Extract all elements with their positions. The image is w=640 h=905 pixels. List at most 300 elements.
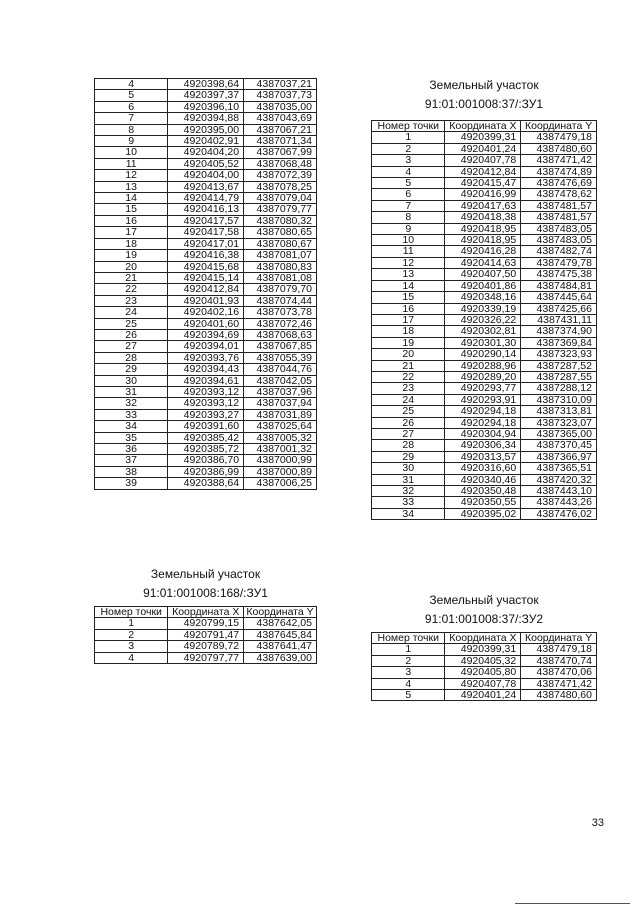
coordinate-y-cell: 4387475,38 (521, 269, 597, 280)
table-row (372, 200, 597, 211)
table-row (372, 132, 597, 143)
coordinate-x-cell: 4920388,64 (168, 478, 244, 489)
point-number-cell: 21 (95, 272, 168, 283)
point-number-cell: 2 (372, 143, 445, 154)
point-number-cell: 25 (372, 406, 445, 417)
point-number-cell: 10 (95, 147, 168, 158)
parcel-37-zu1-coordinates-table (371, 120, 597, 520)
coordinate-x-cell: 4920401,86 (445, 280, 521, 291)
table-row (372, 508, 597, 519)
table-row (372, 394, 597, 405)
column-header: Координата X (445, 121, 521, 132)
coordinate-y-cell: 4387074,44 (244, 295, 317, 306)
table-row (372, 678, 597, 689)
point-number-cell: 1 (95, 618, 168, 629)
coordinate-y-cell: 4387037,94 (244, 398, 317, 409)
coordinate-x-cell: 4920402,91 (168, 136, 244, 147)
coordinate-x-cell: 4920401,60 (168, 318, 244, 329)
coordinate-y-cell: 4387445,64 (521, 292, 597, 303)
coordinate-x-cell: 4920302,81 (445, 326, 521, 337)
coordinate-x-cell: 4920316,60 (445, 463, 521, 474)
table-row (95, 478, 317, 489)
column-header: Координата X (168, 607, 244, 618)
coordinate-y-cell: 4387425,66 (521, 303, 597, 314)
coordinate-y-cell: 4387042,05 (244, 375, 317, 386)
coordinate-y-cell: 4387071,34 (244, 136, 317, 147)
coordinate-x-cell: 4920348,16 (445, 292, 521, 303)
coordinate-x-cell: 4920294,18 (445, 417, 521, 428)
coordinate-y-cell: 4387080,67 (244, 238, 317, 249)
point-number-cell: 19 (372, 337, 445, 348)
coordinate-x-cell: 4920417,01 (168, 238, 244, 249)
coordinate-x-cell: 4920789,72 (168, 641, 244, 652)
table-row (372, 360, 597, 371)
parcel-37-zu1-cadastral-number: 91:01:001008:37/:ЗУ1 (424, 97, 544, 111)
coordinate-x-cell: 4920393,76 (168, 352, 244, 363)
point-number-cell: 11 (372, 246, 445, 257)
point-number-cell: 29 (95, 364, 168, 375)
coordinate-y-cell: 4387072,46 (244, 318, 317, 329)
coordinate-x-cell: 4920301,30 (445, 337, 521, 348)
table-row (372, 406, 597, 417)
coordinate-x-cell: 4920394,43 (168, 364, 244, 375)
point-number-cell: 22 (372, 371, 445, 382)
coordinate-y-cell: 4387079,70 (244, 284, 317, 295)
coordinate-x-cell: 4920418,38 (445, 212, 521, 223)
coordinate-y-cell: 4387068,63 (244, 329, 317, 340)
coordinate-y-cell: 4387067,21 (244, 124, 317, 135)
table-header-row (95, 607, 317, 618)
table-row (372, 292, 597, 303)
table-row (95, 652, 317, 663)
point-number-cell: 12 (372, 257, 445, 268)
coordinate-y-cell: 4387081,07 (244, 250, 317, 261)
point-number-cell: 23 (95, 295, 168, 306)
table-row (95, 295, 317, 306)
table-row (95, 386, 317, 397)
point-number-cell: 14 (372, 280, 445, 291)
table-row (372, 486, 597, 497)
coordinate-x-cell: 4920393,12 (168, 386, 244, 397)
coordinate-y-cell: 4387080,32 (244, 215, 317, 226)
table-row (95, 147, 317, 158)
table-row (95, 455, 317, 466)
coordinate-x-cell: 4920399,31 (445, 132, 521, 143)
point-number-cell: 16 (372, 303, 445, 314)
table-row (95, 215, 317, 226)
point-number-cell: 35 (95, 432, 168, 443)
point-number-cell: 34 (372, 508, 445, 519)
point-number-cell: 1 (372, 644, 445, 655)
point-number-cell: 7 (372, 200, 445, 211)
table-header-row (372, 121, 597, 132)
point-number-cell: 3 (372, 667, 445, 678)
coordinate-y-cell: 4387476,02 (521, 508, 597, 519)
point-number-cell: 1 (372, 132, 445, 143)
table-row (95, 444, 317, 455)
coordinate-x-cell: 4920416,99 (445, 189, 521, 200)
table-row (372, 417, 597, 428)
table-row (372, 349, 597, 360)
point-number-cell: 9 (372, 223, 445, 234)
coordinate-y-cell: 4387072,39 (244, 170, 317, 181)
coordinate-x-cell: 4920407,78 (445, 155, 521, 166)
table-row (95, 329, 317, 340)
table-row (95, 124, 317, 135)
table-row (95, 341, 317, 352)
table-row (95, 227, 317, 238)
table-row (95, 272, 317, 283)
point-number-cell: 23 (372, 383, 445, 394)
point-number-cell: 30 (372, 463, 445, 474)
coordinate-y-cell: 4387287,52 (521, 360, 597, 371)
coordinate-y-cell: 4387005,32 (244, 432, 317, 443)
coordinate-y-cell: 4387031,89 (244, 409, 317, 420)
coordinate-x-cell: 4920385,72 (168, 444, 244, 455)
coordinate-y-cell: 4387078,25 (244, 181, 317, 192)
point-number-cell: 4 (372, 678, 445, 689)
table-row (372, 428, 597, 439)
coordinate-x-cell: 4920418,95 (445, 235, 521, 246)
point-number-cell: 24 (95, 307, 168, 318)
table-row (372, 326, 597, 337)
table-row (95, 307, 317, 318)
point-number-cell: 21 (372, 360, 445, 371)
table-row (95, 375, 317, 386)
point-number-cell: 4 (95, 652, 168, 663)
table-row (372, 269, 597, 280)
point-number-cell: 9 (95, 136, 168, 147)
coordinate-x-cell: 4920416,38 (168, 250, 244, 261)
table-row (372, 371, 597, 382)
table-row (95, 364, 317, 375)
table-row (95, 170, 317, 181)
coordinate-y-cell: 4387000,89 (244, 466, 317, 477)
point-number-cell: 27 (372, 428, 445, 439)
coordinate-x-cell: 4920350,48 (445, 486, 521, 497)
coordinate-y-cell: 4387470,06 (521, 667, 597, 678)
coordinate-x-cell: 4920401,24 (445, 690, 521, 701)
coordinate-x-cell: 4920405,80 (445, 667, 521, 678)
point-number-cell: 13 (372, 269, 445, 280)
point-number-cell: 33 (372, 497, 445, 508)
coordinate-x-cell: 4920393,27 (168, 409, 244, 420)
coordinate-y-cell: 4387080,65 (244, 227, 317, 238)
point-number-cell: 31 (372, 474, 445, 485)
table-row (95, 629, 317, 640)
coordinate-x-cell: 4920394,69 (168, 329, 244, 340)
point-number-cell: 6 (95, 101, 168, 112)
coordinate-y-cell: 4387474,89 (521, 166, 597, 177)
coordinate-x-cell: 4920412,84 (445, 166, 521, 177)
point-number-cell: 15 (95, 204, 168, 215)
point-number-cell: 18 (372, 326, 445, 337)
coordinate-x-cell: 4920402,16 (168, 307, 244, 318)
point-number-cell: 32 (95, 398, 168, 409)
table-row (372, 143, 597, 154)
column-header: Координата Y (521, 121, 597, 132)
coordinate-x-cell: 4920340,46 (445, 474, 521, 485)
point-number-cell: 18 (95, 238, 168, 249)
point-number-cell: 17 (372, 314, 445, 325)
point-number-cell: 33 (95, 409, 168, 420)
coordinate-x-cell: 4920405,52 (168, 158, 244, 169)
coordinate-y-cell: 4387365,51 (521, 463, 597, 474)
coordinate-x-cell: 4920306,34 (445, 440, 521, 451)
table-row (95, 90, 317, 101)
coordinate-x-cell: 4920326,22 (445, 314, 521, 325)
coordinate-y-cell: 4387639,00 (244, 652, 317, 663)
coordinate-y-cell: 4387366,97 (521, 451, 597, 462)
point-number-cell: 26 (372, 417, 445, 428)
point-number-cell: 39 (95, 478, 168, 489)
coordinate-y-cell: 4387443,26 (521, 497, 597, 508)
coordinate-x-cell: 4920386,70 (168, 455, 244, 466)
coordinate-x-cell: 4920293,77 (445, 383, 521, 394)
parcel-37-zu2-coordinates-table (371, 632, 597, 701)
column-header: Номер точки (372, 121, 445, 132)
coordinate-x-cell: 4920404,00 (168, 170, 244, 181)
coordinate-y-cell: 4387479,18 (521, 644, 597, 655)
coordinate-y-cell: 4387420,32 (521, 474, 597, 485)
footer-rule (515, 903, 630, 904)
coordinate-y-cell: 4387310,09 (521, 394, 597, 405)
point-number-cell: 38 (95, 466, 168, 477)
coordinate-y-cell: 4387471,42 (521, 155, 597, 166)
table-row (95, 250, 317, 261)
table-row (95, 398, 317, 409)
coordinate-x-cell: 4920398,64 (168, 79, 244, 90)
table-row (95, 79, 317, 90)
column-header: Координата X (445, 633, 521, 644)
coordinate-y-cell: 4387480,60 (521, 143, 597, 154)
point-number-cell: 27 (95, 341, 168, 352)
coordinate-x-cell: 4920416,13 (168, 204, 244, 215)
coordinate-y-cell: 4387374,90 (521, 326, 597, 337)
table-row (95, 193, 317, 204)
point-number-cell: 6 (372, 189, 445, 200)
coordinate-y-cell: 4387067,99 (244, 147, 317, 158)
coordinate-y-cell: 4387483,05 (521, 235, 597, 246)
coordinate-y-cell: 4387055,39 (244, 352, 317, 363)
coordinate-x-cell: 4920393,12 (168, 398, 244, 409)
table-row (372, 189, 597, 200)
coordinate-y-cell: 4387645,84 (244, 629, 317, 640)
point-number-cell: 37 (95, 455, 168, 466)
coordinate-x-cell: 4920391,60 (168, 421, 244, 432)
coordinate-x-cell: 4920350,55 (445, 497, 521, 508)
coordinate-x-cell: 4920386,99 (168, 466, 244, 477)
coordinate-x-cell: 4920395,00 (168, 124, 244, 135)
point-number-cell: 4 (372, 166, 445, 177)
point-number-cell: 19 (95, 250, 168, 261)
point-number-cell: 28 (372, 440, 445, 451)
coordinate-x-cell: 4920395,02 (445, 508, 521, 519)
point-number-cell: 14 (95, 193, 168, 204)
point-number-cell: 29 (372, 451, 445, 462)
coordinate-y-cell: 4387067,85 (244, 341, 317, 352)
coordinate-y-cell: 4387443,10 (521, 486, 597, 497)
table-row (95, 318, 317, 329)
table-row (95, 352, 317, 363)
point-number-cell: 8 (372, 212, 445, 223)
point-number-cell: 20 (372, 349, 445, 360)
coordinate-y-cell: 4387079,04 (244, 193, 317, 204)
table-row (95, 101, 317, 112)
coordinate-x-cell: 4920304,94 (445, 428, 521, 439)
coordinates-table-continued (94, 78, 317, 490)
table-row (95, 204, 317, 215)
coordinate-x-cell: 4920418,95 (445, 223, 521, 234)
coordinate-x-cell: 4920294,18 (445, 406, 521, 417)
column-header: Координата Y (244, 607, 317, 618)
coordinate-x-cell: 4920417,57 (168, 215, 244, 226)
point-number-cell: 4 (95, 79, 168, 90)
coordinate-x-cell: 4920401,24 (445, 143, 521, 154)
point-number-cell: 11 (95, 158, 168, 169)
coordinate-y-cell: 4387073,78 (244, 307, 317, 318)
point-number-cell: 12 (95, 170, 168, 181)
column-header: Координата Y (521, 633, 597, 644)
coordinate-y-cell: 4387479,18 (521, 132, 597, 143)
page-number: 33 (591, 817, 604, 829)
coordinate-x-cell: 4920415,68 (168, 261, 244, 272)
table-row (372, 314, 597, 325)
coordinate-y-cell: 4387323,93 (521, 349, 597, 360)
coordinate-x-cell: 4920799,15 (168, 618, 244, 629)
coordinate-x-cell: 4920407,50 (445, 269, 521, 280)
coordinate-y-cell: 4387001,32 (244, 444, 317, 455)
parcel-168-title: Земельный участок (150, 567, 261, 581)
table-row (372, 178, 597, 189)
coordinate-x-cell: 4920791,47 (168, 629, 244, 640)
coordinate-x-cell: 4920293,91 (445, 394, 521, 405)
point-number-cell: 3 (95, 641, 168, 652)
column-header: Номер точки (372, 633, 445, 644)
coordinate-y-cell: 4387000,99 (244, 455, 317, 466)
table-row (95, 136, 317, 147)
point-number-cell: 8 (95, 124, 168, 135)
coordinate-y-cell: 4387287,55 (521, 371, 597, 382)
point-number-cell: 36 (95, 444, 168, 455)
table-row (95, 261, 317, 272)
table-row (372, 497, 597, 508)
table-row (95, 181, 317, 192)
coordinate-y-cell: 4387323,07 (521, 417, 597, 428)
table-row (95, 641, 317, 652)
point-number-cell: 26 (95, 329, 168, 340)
coordinate-x-cell: 4920396,10 (168, 101, 244, 112)
coordinate-x-cell: 4920399,31 (445, 644, 521, 655)
coordinate-x-cell: 4920415,14 (168, 272, 244, 283)
table-row (372, 280, 597, 291)
coordinate-y-cell: 4387043,69 (244, 113, 317, 124)
point-number-cell: 2 (95, 629, 168, 640)
table-row (95, 618, 317, 629)
coordinate-y-cell: 4387037,21 (244, 79, 317, 90)
point-number-cell: 7 (95, 113, 168, 124)
table-row (95, 284, 317, 295)
point-number-cell: 13 (95, 181, 168, 192)
coordinate-x-cell: 4920797,77 (168, 652, 244, 663)
coordinate-y-cell: 4387481,57 (521, 212, 597, 223)
coordinate-x-cell: 4920415,47 (445, 178, 521, 189)
point-number-cell: 3 (372, 155, 445, 166)
coordinate-y-cell: 4387482,74 (521, 246, 597, 257)
coordinate-x-cell: 4920339,19 (445, 303, 521, 314)
point-number-cell: 16 (95, 215, 168, 226)
table-row (95, 466, 317, 477)
table-row (95, 432, 317, 443)
table-row (372, 655, 597, 666)
table-row (95, 421, 317, 432)
point-number-cell: 20 (95, 261, 168, 272)
point-number-cell: 30 (95, 375, 168, 386)
coordinate-y-cell: 4387035,00 (244, 101, 317, 112)
coordinate-x-cell: 4920404,20 (168, 147, 244, 158)
table-row (372, 246, 597, 257)
parcel-37-zu2-cadastral-number: 91:01:001008:37/:ЗУ2 (424, 612, 544, 626)
point-number-cell: 31 (95, 386, 168, 397)
coordinate-x-cell: 4920394,61 (168, 375, 244, 386)
coordinate-y-cell: 4387037,96 (244, 386, 317, 397)
table-row (372, 644, 597, 655)
table-row (372, 235, 597, 246)
coordinate-x-cell: 4920394,88 (168, 113, 244, 124)
coordinate-x-cell: 4920414,63 (445, 257, 521, 268)
parcel-37-zu1-title: Земельный участок (429, 78, 539, 92)
table-row (372, 337, 597, 348)
coordinate-x-cell: 4920397,37 (168, 90, 244, 101)
coordinate-y-cell: 4387365,00 (521, 428, 597, 439)
coordinate-x-cell: 4920289,20 (445, 371, 521, 382)
table-row (372, 474, 597, 485)
table-row (372, 166, 597, 177)
point-number-cell: 2 (372, 655, 445, 666)
point-number-cell: 17 (95, 227, 168, 238)
parcel-168-coordinates-table (94, 606, 317, 664)
parcel-37-zu2-caption (371, 593, 597, 631)
coordinate-y-cell: 4387025,64 (244, 421, 317, 432)
coordinate-y-cell: 4387483,05 (521, 223, 597, 234)
point-number-cell: 5 (372, 690, 445, 701)
coordinate-x-cell: 4920385,42 (168, 432, 244, 443)
point-number-cell: 32 (372, 486, 445, 497)
coordinate-y-cell: 4387470,74 (521, 655, 597, 666)
coordinate-y-cell: 4387478,62 (521, 189, 597, 200)
point-number-cell: 28 (95, 352, 168, 363)
coordinate-x-cell: 4920417,58 (168, 227, 244, 238)
parcel-168-cadastral-number: 91:01:001008:168/:ЗУ1 (143, 586, 268, 600)
coordinate-y-cell: 4387288,12 (521, 383, 597, 394)
coordinate-x-cell: 4920407,78 (445, 678, 521, 689)
coordinate-y-cell: 4387471,42 (521, 678, 597, 689)
coordinate-x-cell: 4920313,57 (445, 451, 521, 462)
table-header-row (372, 633, 597, 644)
table-row (372, 463, 597, 474)
point-number-cell: 25 (95, 318, 168, 329)
coordinate-x-cell: 4920416,28 (445, 246, 521, 257)
point-number-cell: 5 (372, 178, 445, 189)
parcel-37-zu2-title: Земельный участок (429, 593, 539, 607)
coordinate-y-cell: 4387313,81 (521, 406, 597, 417)
coordinate-x-cell: 4920405,32 (445, 655, 521, 666)
coordinate-y-cell: 4387479,78 (521, 257, 597, 268)
coordinate-y-cell: 4387079,77 (244, 204, 317, 215)
table-row (372, 440, 597, 451)
table-row (372, 212, 597, 223)
coordinate-x-cell: 4920288,96 (445, 360, 521, 371)
